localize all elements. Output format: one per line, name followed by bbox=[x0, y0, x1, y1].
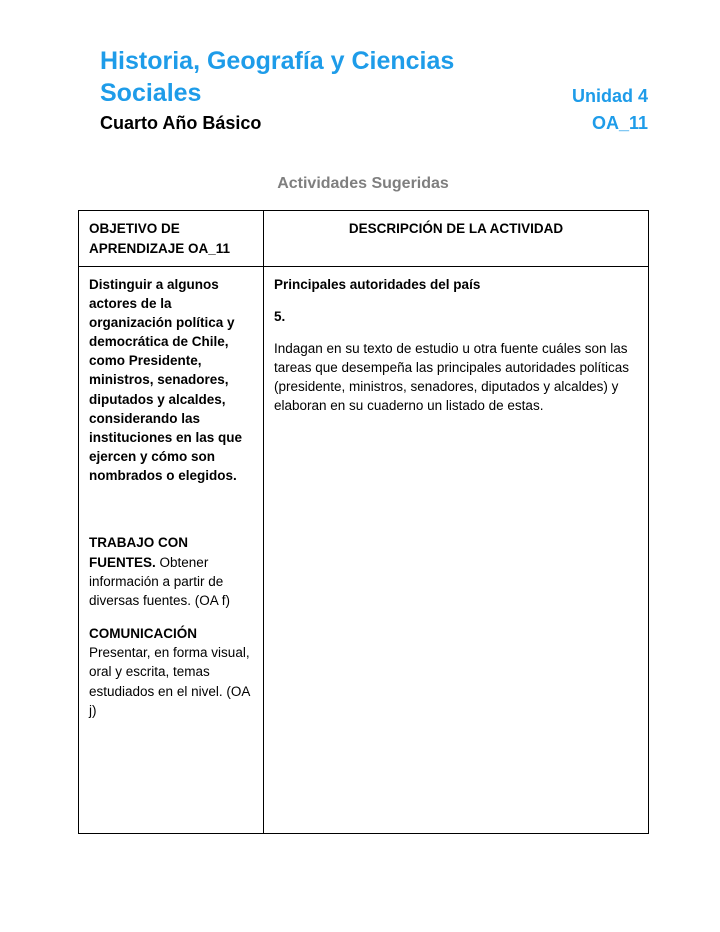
table-body-row bbox=[79, 266, 649, 833]
objective-cell bbox=[79, 266, 264, 833]
column-header-activity: DESCRIPCIÓN DE LA ACTIVIDAD bbox=[264, 211, 649, 266]
activity-title: Principales autoridades del país bbox=[274, 276, 481, 292]
trabajo-con-fuentes-paragraph bbox=[89, 533, 253, 610]
document-title: Historia, Geografía y Ciencias Sociales bbox=[100, 47, 455, 107]
document-header bbox=[100, 45, 648, 135]
activity-cell bbox=[264, 266, 649, 833]
document-subtitle: Cuarto Año Básico bbox=[100, 113, 262, 133]
column-header-objective: OBJETIVO DE APRENDIZAJE OA_11 bbox=[79, 211, 264, 266]
activities-table bbox=[78, 210, 649, 833]
header-left bbox=[100, 45, 530, 135]
table-header-row bbox=[79, 211, 649, 266]
comunicacion-text: Presentar, en forma visual, oral y escrita, temas estudiados en el nivel. (OA j) bbox=[89, 645, 250, 718]
comunicacion-label: COMUNICACIÓN bbox=[89, 626, 197, 642]
header-right bbox=[572, 81, 648, 136]
oa-code-label: OA_11 bbox=[591, 113, 648, 133]
activity-number: 5. bbox=[274, 308, 286, 324]
objective-main-text: Distinguir a algunos actores de la organización política y democrática de Chile, como Presidente, ministros, senadores, diputados y alcaldes, considerando las instituciones en las que ejercen y cómo son nombrados o elegidos. bbox=[89, 276, 243, 484]
comunicacion-paragraph bbox=[89, 624, 253, 720]
trabajo-con-fuentes-text: Obtener información a partir de diversas fuentes. (OA f) bbox=[89, 554, 231, 608]
section-heading: Actividades Sugeridas bbox=[277, 175, 449, 193]
trabajo-con-fuentes-label: TRABAJO CON FUENTES. bbox=[89, 535, 189, 570]
unit-label: Unidad 4 bbox=[571, 85, 648, 106]
activity-description: Indagan en su texto de estudio u otra fuente cuáles son las tareas que desempeña las principales autoridades políticas (presidente, ministros, senadores, diputados y alcaldes) y elaboran en su cuaderno un listado de estas. bbox=[274, 341, 629, 414]
